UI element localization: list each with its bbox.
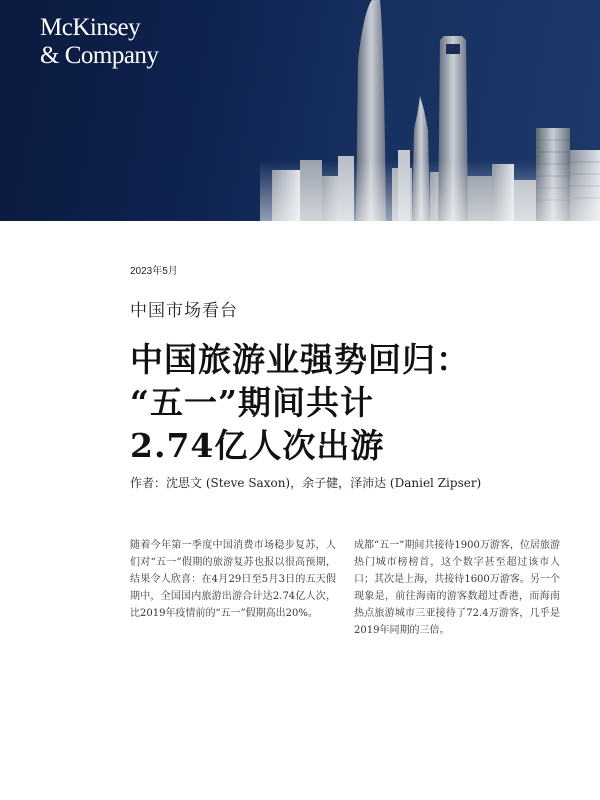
title-line-1: 中国旅游业强势回归： — [130, 340, 470, 379]
logo-line-2: & Company — [40, 42, 159, 69]
series-kicker: 中国市场看台 — [130, 301, 238, 321]
author-byline: 作者：沈思文 (Steve Saxon)，余子健，泽沛达 (Daniel Zipser) — [130, 476, 482, 490]
hero-banner — [0, 0, 600, 221]
logo-line-1: McKinsey — [40, 14, 141, 41]
article-title — [130, 338, 570, 467]
body-paragraph-left: 随着今年第一季度中国消费市场稳步复苏，人们对“五一”假期的旅游复苏也报以很高预期，结果令人欣喜：在4月29日至5月3日的五天假期中，全国国内旅游出游合计达2.74亿人次，比2019年疫情前的“五一”假期高出20%。 — [130, 540, 336, 619]
body-paragraph-right: 成都“五一”期间共接待1900万游客，位居旅游热门城市榜榜首，这个数字甚至超过该市人口；其次是上海，共接待1600万游客。另一个现象是，前往海南的游客数超过香港，而海南热点旅游城市三亚接待了72.4万游客，几乎是2019年同期的三倍。 — [354, 540, 560, 636]
title-line-3: 2.74亿人次出游 — [130, 426, 385, 465]
company-logo — [40, 14, 158, 70]
publication-date: 2023年5月 — [130, 266, 178, 277]
title-line-2: “五一”期间共计 — [130, 383, 374, 422]
